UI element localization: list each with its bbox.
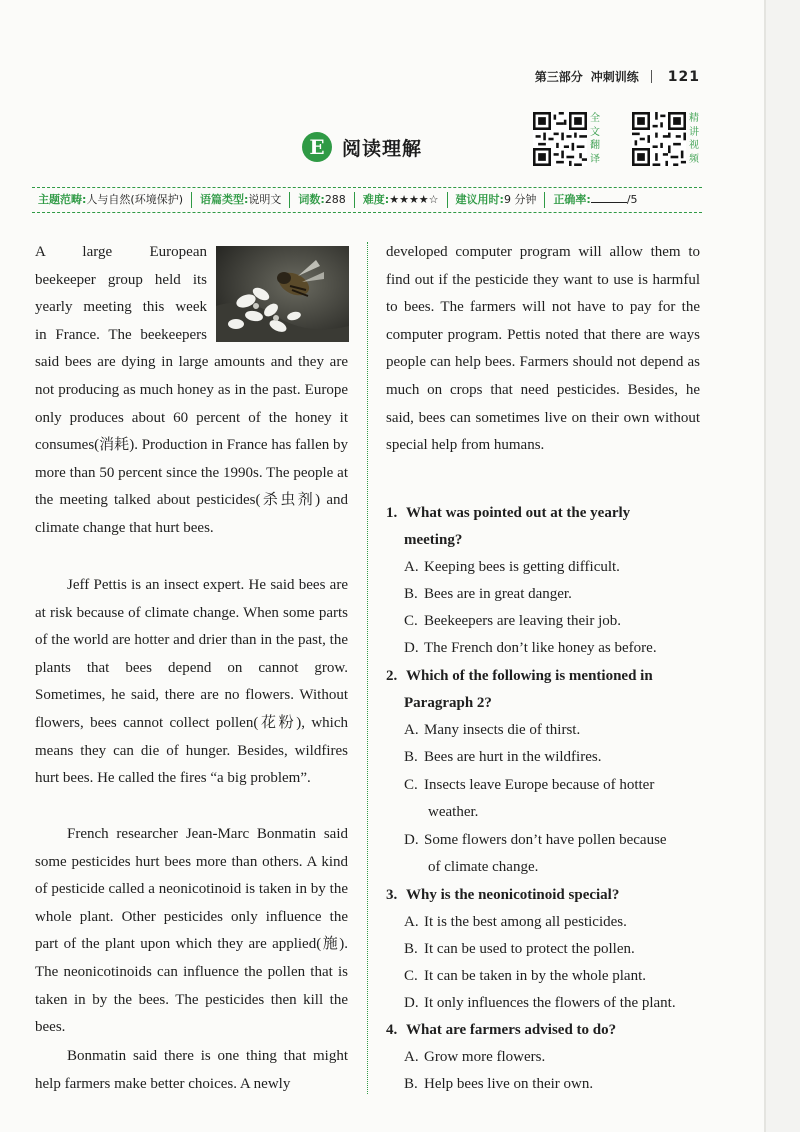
info-suggested-time: 建议用时:9 分钟 [447, 192, 545, 208]
option-4a[interactable]: A. Grow more flowers. [404, 1049, 546, 1065]
question-1 [386, 500, 700, 554]
section-badge: E [302, 132, 332, 162]
question-4 [386, 1017, 700, 1044]
info-bar [32, 187, 702, 213]
page-number: 121 [667, 68, 700, 85]
option-3c[interactable]: C. It can be taken in by the whole plant. [404, 968, 647, 984]
info-word-count: 词数:288 [289, 192, 353, 208]
question-number: 2. [386, 668, 398, 684]
question-stem: What was pointed out at the yearly [406, 505, 631, 521]
question-3 [386, 882, 700, 909]
passage-line: beekeeper group held its [35, 271, 207, 288]
qr-label-video [689, 112, 701, 166]
passage-paragraph-2: Jeff Pettis is an insect expert. He said bees are at risk because of climate change. When some parts of the world are hotter and drier than in the past, the plants that bees depend on cannot grow. Sometimes, he said, there are no flowers. Without flowers, bees cannot collect pollen(花粉), which means they can die of hunger. Besides, wildfires hurt bees. He called the fires “a big problem”. [35, 577, 348, 787]
qr-label-char: 全 [590, 113, 600, 124]
accuracy-blank[interactable] [591, 192, 627, 203]
subsection-label: 冲刺训练 [590, 70, 639, 84]
question-stem-cont: Paragraph 2? [404, 695, 492, 711]
qr-label-char: 频 [689, 153, 699, 165]
question-number: 1. [386, 505, 398, 521]
question-stem: What are farmers advised to do? [406, 1022, 617, 1038]
option-4b[interactable]: B. Help bees live on their own. [404, 1076, 594, 1092]
running-header [535, 68, 700, 85]
passage-text: said bees are dying in large amounts and they are not producing as much honey as in the past. Europe only produces about 60 percent of the honey it consumes(消耗). Production in France has fallen by more than 50 percent since the 1990s. The people at the meeting talked about pesticides(杀虫剂) and climate change that hurt bees. [35, 354, 348, 536]
info-genre: 语篇类型:说明文 [191, 192, 289, 208]
option-3d[interactable]: D. It only influences the flowers of the plant. [404, 995, 676, 1011]
passage-paragraph-1 [35, 239, 348, 543]
option-2d[interactable]: D. Some flowers don’t have pollen because of climate change. [404, 832, 667, 875]
question-stem: Why is the neonicotinoid special? [406, 887, 620, 903]
section-title [302, 132, 422, 162]
qr-label-translation [590, 112, 602, 166]
option-2b[interactable]: B. Bees are hurt in the wildfires. [404, 749, 602, 765]
passage-line: in France. The beekeepers [35, 326, 207, 343]
question-number: 3. [386, 887, 398, 903]
option-3a[interactable]: A. It is the best among all pesticides. [404, 914, 627, 930]
qr-code-icon [632, 112, 686, 166]
qr-code-translation[interactable] [533, 112, 587, 166]
qr-label-char: 翻 [590, 140, 600, 151]
info-difficulty: 难度:★★★★☆ [354, 192, 447, 208]
qr-label-char: 精 [689, 113, 699, 124]
question-stem-cont: meeting? [404, 532, 463, 548]
option-1c[interactable]: C. Beekeepers are leaving their job. [404, 613, 621, 629]
passage-paragraph-4: Bonmatin said there is one thing that might help farmers make better choices. A newly [35, 1048, 348, 1092]
page-shadow [766, 0, 800, 1132]
qr-label-char: 文 [590, 126, 600, 138]
question-number: 4. [386, 1022, 398, 1038]
passage-paragraph-3: French researcher Jean-Marc Bonmatin said some pesticides hurt bees more than others. A kind of pesticide called a neonicotinoid is taken in by the whole plant. Other pesticides only influence the part of the plant upon which they are applied(施). The neonicotinoids can influence the pollen that is taken in by the bees. The pesticides then kill the bees. [35, 826, 348, 1036]
qr-label-char: 视 [689, 140, 699, 151]
option-2c[interactable]: C. Insects leave Europe because of hotter weather. [404, 777, 655, 820]
page-edge [764, 0, 766, 1132]
qr-code-icon [533, 112, 587, 166]
option-2a[interactable]: A. Many insects die of thirst. [404, 722, 581, 738]
info-theme: 主题范畴:人与自然(环境保护) [38, 193, 183, 206]
option-3b[interactable]: B. It can be used to protect the pollen. [404, 941, 635, 957]
passage-paragraph-4-continued: developed computer program will allow them to find out if the pesticide they want to use is harmful to bees. The farmers will not have to pay for the computer program. Pettis noted that there are ways people can help bees. Farmers should not depend as much on crops that need pesticides. Besides, he said, bees can sometimes live on their own without special help from humans. [386, 244, 700, 454]
qr-label-char: 译 [590, 153, 600, 165]
info-accuracy: 正确率: /5 [544, 192, 645, 208]
qr-label-char: 讲 [689, 126, 699, 138]
section-title-text: 阅读理解 [342, 137, 423, 160]
option-1d[interactable]: D. The French don’t like honey as before. [404, 640, 657, 656]
passage-line: yearly meeting this week [35, 299, 207, 316]
question-2 [386, 663, 700, 717]
qr-code-video[interactable] [632, 112, 686, 166]
option-1b[interactable]: B. Bees are in great danger. [404, 586, 572, 602]
section-label: 第三部分 [534, 70, 583, 84]
header-divider [651, 70, 652, 83]
option-1a[interactable]: A. Keeping bees is getting difficult. [404, 559, 620, 575]
column-divider [367, 242, 368, 1094]
passage-line: A large European [35, 244, 207, 260]
question-stem: Which of the following is mentioned in [406, 668, 653, 684]
